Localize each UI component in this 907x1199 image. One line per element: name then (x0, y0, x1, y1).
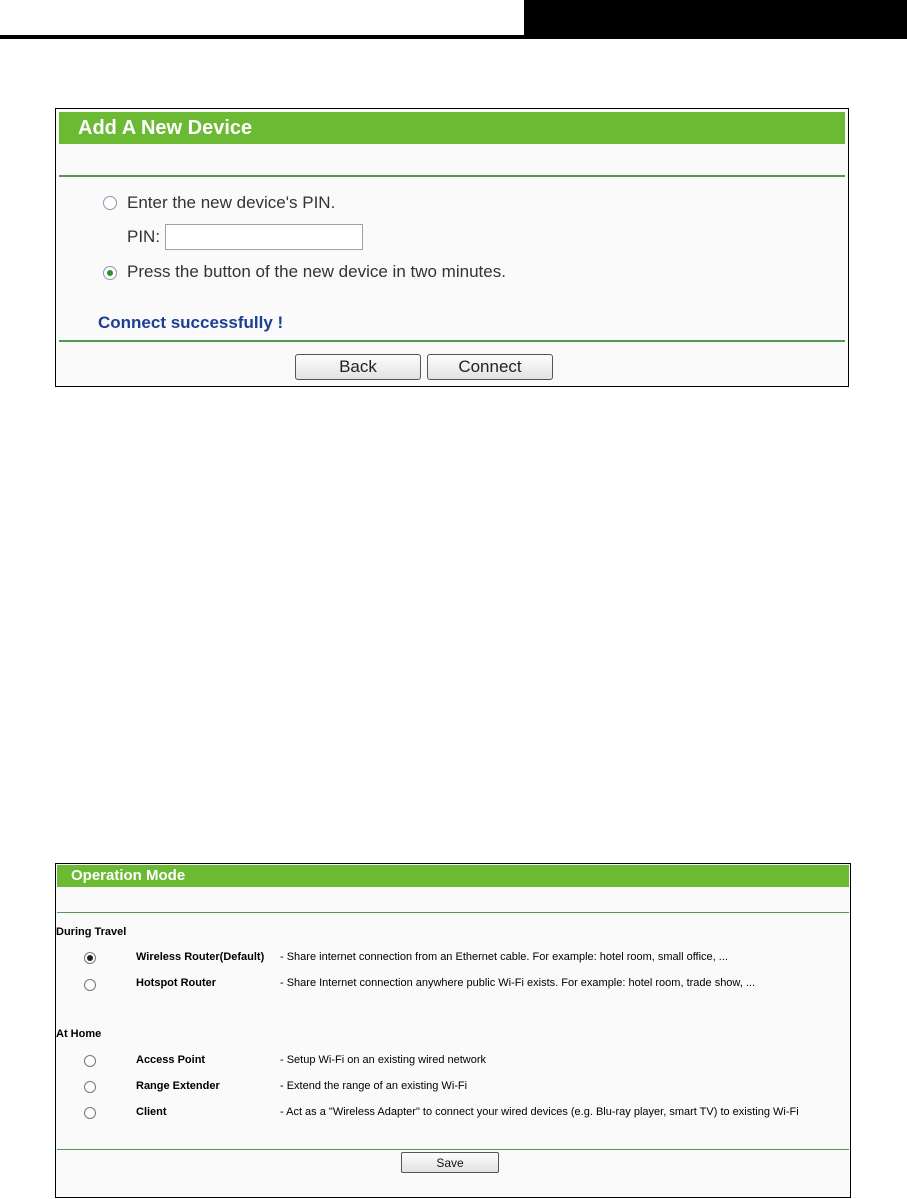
title-separator (57, 912, 849, 913)
title-separator (59, 175, 845, 177)
pin-option-label: Enter the new device's PIN. (127, 193, 336, 212)
add-device-panel (55, 108, 849, 387)
operation-mode-title: Operation Mode (57, 865, 849, 887)
operation-mode-panel (55, 863, 851, 1198)
connect-button[interactable]: Connect (427, 354, 553, 380)
mode-desc-range-extender: - Extend the range of an existing Wi-Fi (280, 1080, 468, 1092)
footer-separator (57, 1149, 849, 1150)
mode-desc-wireless-router: - Share internet connection from an Ethernet cable. For example: hotel room, small office, ... (280, 951, 728, 963)
button-option-label: Press the button of the new device in two minutes. (127, 262, 506, 281)
mode-radio-hotspot-router[interactable] (84, 979, 96, 991)
save-button[interactable]: Save (401, 1152, 499, 1173)
mode-name-hotspot-router: Hotspot Router (136, 977, 217, 989)
header-block (524, 0, 907, 38)
back-button[interactable]: Back (295, 354, 421, 380)
mode-name-wireless-router: Wireless Router(Default) (136, 951, 265, 963)
mode-name-access-point: Access Point (136, 1054, 206, 1066)
pin-input[interactable] (165, 224, 363, 250)
pin-option-radio[interactable] (103, 196, 117, 210)
button-option-radio[interactable] (103, 266, 117, 280)
add-device-title: Add A New Device (59, 112, 845, 144)
mode-name-client: Client (136, 1106, 167, 1118)
mode-desc-client: - Act as a "Wireless Adapter" to connect your wired devices (e.g. Blu-ray player, smart TV) to existing Wi-Fi (280, 1106, 799, 1118)
section-heading-during-travel: During Travel (56, 926, 127, 938)
mode-name-range-extender: Range Extender (136, 1080, 220, 1092)
pin-label: PIN: (127, 227, 161, 246)
mode-radio-client[interactable] (84, 1107, 96, 1119)
mode-radio-range-extender[interactable] (84, 1081, 96, 1093)
mode-desc-access-point: - Setup Wi-Fi on an existing wired network (280, 1054, 487, 1066)
section-heading-at-home: At Home (56, 1028, 102, 1040)
mode-radio-access-point[interactable] (84, 1055, 96, 1067)
footer-separator (59, 340, 845, 342)
mode-desc-hotspot-router: - Share Internet connection anywhere public Wi-Fi exists. For example: hotel room, trade show, ... (280, 977, 756, 989)
mode-radio-wireless-router[interactable] (84, 952, 96, 964)
status-message: Connect successfully ! (98, 313, 284, 332)
